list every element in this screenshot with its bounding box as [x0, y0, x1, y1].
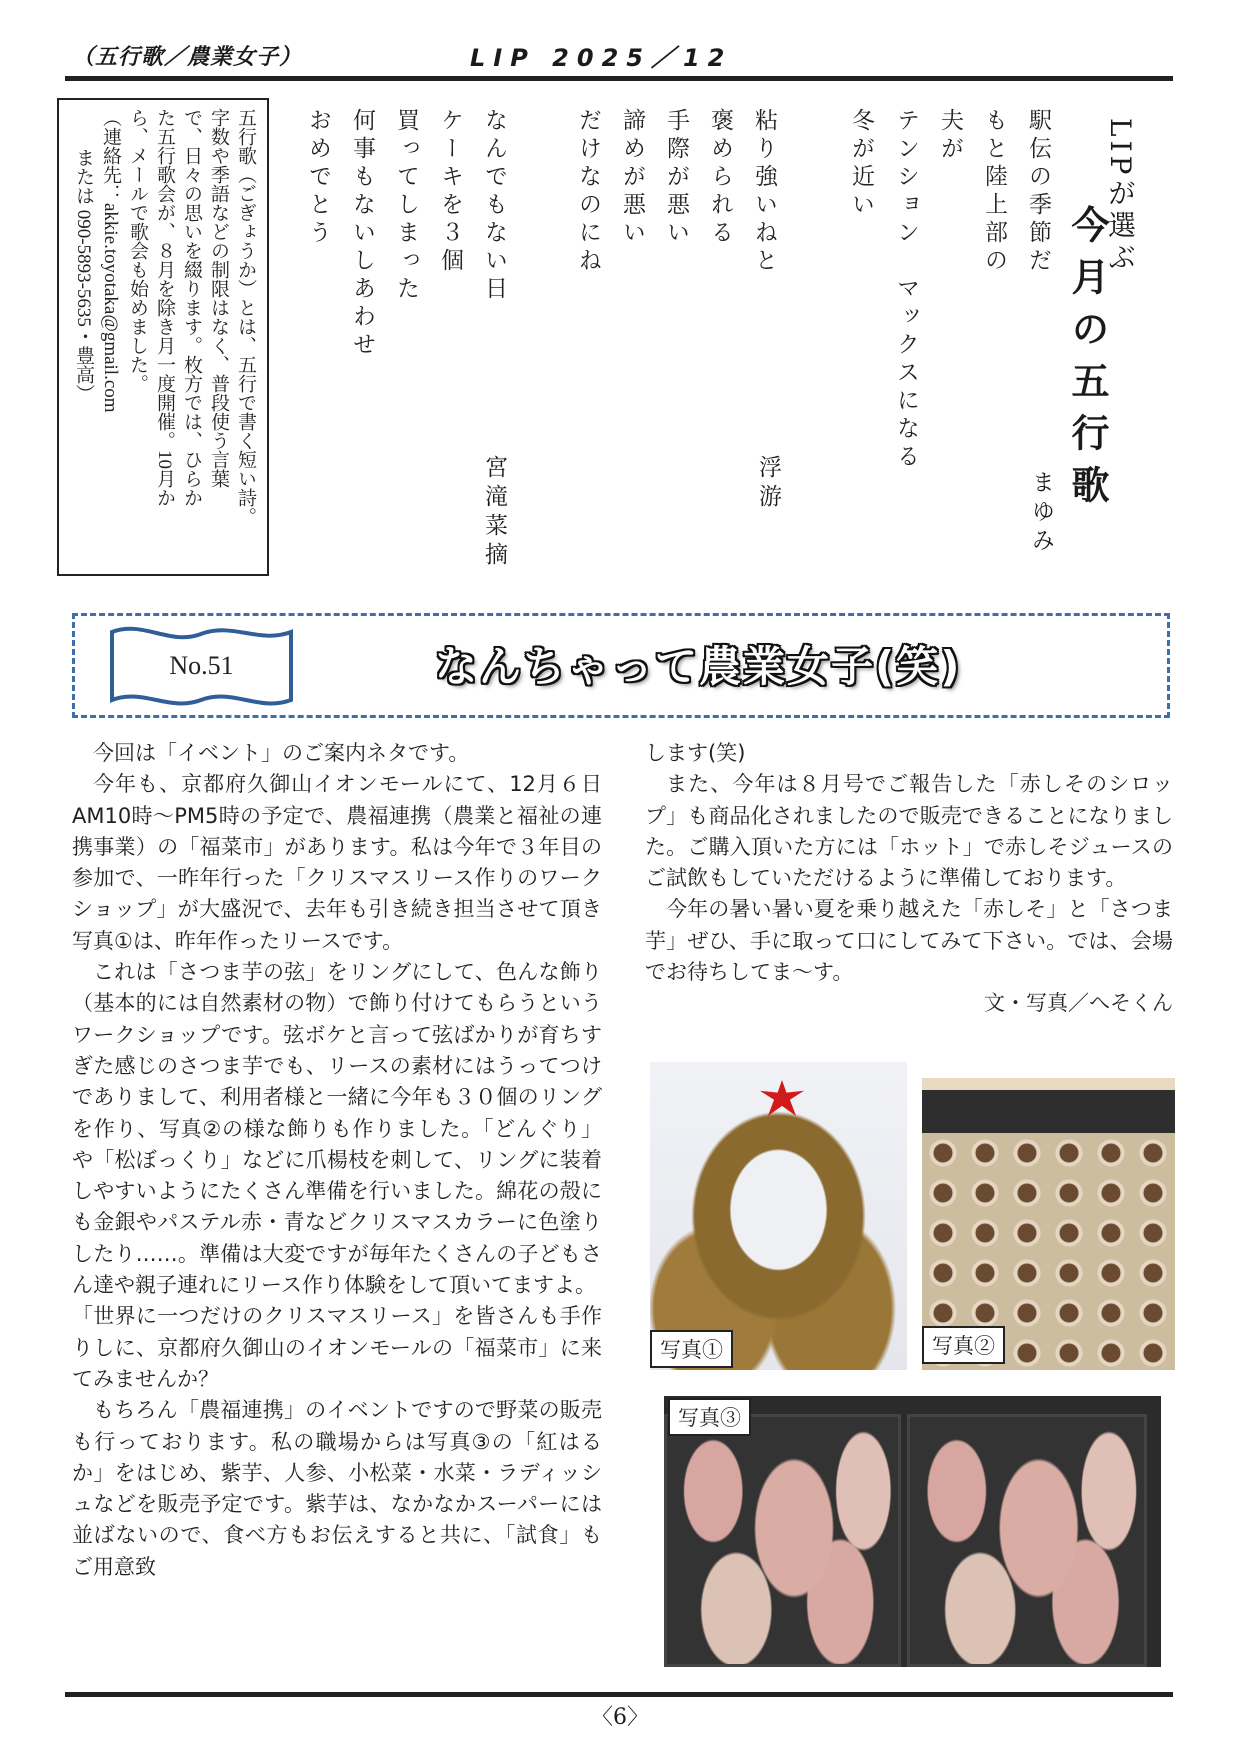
byline: 文・写真／へそくん — [984, 991, 1173, 1016]
photo-caption: 写真① — [650, 1330, 733, 1368]
article-column-right — [645, 738, 1173, 1020]
paragraph: します(笑) — [645, 741, 746, 765]
poem-line: 何事もないしあわせ — [349, 108, 375, 360]
shelf — [922, 1078, 1175, 1133]
tray-left — [664, 1414, 901, 1667]
article-banner — [72, 613, 1170, 718]
poem-line: なんでもない日 — [481, 108, 507, 304]
paragraph: 「世界に一つだけのクリスマスリース」を皆さんも手作りしに、京都府久御山のイオンモールの「福菜市」に来てみませんか？ — [72, 1304, 602, 1391]
poem-line: テンション マックスになる — [893, 108, 919, 472]
contact-phone: または 090-5893-5635・豊高） — [73, 148, 94, 403]
info-line: ら、メールで歌会も始めました。 — [127, 108, 148, 393]
info-line: 五行歌（ごぎょうか）とは、五行で書く短い詩。 — [235, 108, 256, 526]
section-label: （五行歌／農業女子） — [72, 45, 303, 70]
footer-rule — [65, 1692, 1173, 1697]
photo-caption: 写真② — [922, 1326, 1005, 1364]
poem-author: まゆみ — [1028, 470, 1054, 557]
issue-badge — [109, 624, 294, 708]
photo-sweet-potatoes — [664, 1396, 1161, 1667]
info-line: で、日々の思いを綴ります。枚方では、ひらか — [181, 108, 202, 507]
feature-title-small: LIPが選ぶ — [1104, 118, 1137, 275]
article-column-left — [72, 738, 602, 1583]
poem-line: 諦めが悪い — [619, 108, 645, 248]
poem-author: 浮游 — [755, 455, 781, 513]
issue-number: No.51 — [169, 651, 234, 680]
poem-author: 宮滝菜摘 — [481, 455, 507, 571]
paragraph: また、今年は８月号でご報告した「赤しそのシロップ」も商品化されましたので販売できることになりました。ご購入頂いた方には「ホット」で赤しそジュースのご試飲もしていただけるように準備しております。 — [645, 772, 1173, 891]
tray-right — [907, 1414, 1147, 1667]
poem-line: 夫が — [937, 108, 963, 164]
contact-email: （連絡先：akkie.toyotaka@gmail.com — [100, 108, 121, 413]
poem-line: 手際が悪い — [663, 108, 689, 248]
paragraph: 今年も、京都府久御山イオンモールにて、12月６日 AM10時〜PM5時の予定で、農福連携（農業と福祉の連携事業）の「福菜市」があります。私は今年で３年目の参加で、一昨年行った「クリスマスリース作りのワークショップ」が大盛況で、去年も引き続き担当させて頂き写真①は、昨年作ったリースです。 — [72, 772, 602, 953]
poem-line: だけなのにね — [575, 108, 601, 276]
poem-line: 冬が近い — [848, 108, 874, 220]
paragraph: 今回は「イベント」のご案内ネタです。 — [93, 741, 470, 765]
poinsettia-decoration — [760, 1080, 804, 1116]
poem-line: ケーキを３個 — [437, 108, 463, 276]
photo-wreath — [650, 1062, 907, 1370]
info-line: 字数や季語などの制限はなく、普段使う言葉 — [208, 108, 229, 488]
page-number: 〈6〉 — [591, 1705, 649, 1730]
poem-line: 褒められる — [707, 108, 733, 248]
photo-caption: 写真③ — [668, 1398, 751, 1436]
paragraph: もちろん「農福連携」のイベントですので野菜の販売も行っております。私の職場からは写真③の「紅はるか」をはじめ、紫芋、人参、小松菜・水菜・ラディッシュなどを販売予定です。紫芋は、なかなかスーパーには並ばないので、食べ方もお伝えすると共に、「試食」もご用意致 — [72, 1398, 602, 1579]
poem-line: もと陸上部の — [981, 108, 1007, 276]
paragraph: 今年の暑い暑い夏を乗り越えた「赤しそ」と「さつま芋」ぜひ、手に取って口にしてみて下さい。では、会場でお待ちしてま〜す。 — [645, 897, 1173, 985]
publication-issue: LIP 2025／12 — [470, 44, 733, 72]
photo-pinecones — [922, 1078, 1175, 1370]
paragraph: これは「さつま芋の弦」をリングにして、色んな飾り（基本的には自然素材の物）で飾り付けてもらうというワークショップです。弦ボケと言って弦ばかりが育ちすぎた感じのさつま芋でも、リースの素材にはうってつけでありまして、利用者様と一緒に今年も３０個のリングを作り、写真②の様な飾りも作りました。「どんぐり」や「松ぼっくり」などに爪楊枝を刺して、リングに装着しやすいようにたくさん準備を行いました。綿花の殻にも金銀やパステル赤・青などクリスマスカラーに色塗りしたり……。準備は大変ですが毎年たくさんの子どもさん達や親子連れにリース作り体験をして頂いてますよ。 — [72, 960, 602, 1298]
poem-line: 駅伝の季節だ — [1025, 108, 1051, 276]
feature-title: 今月の五行歌 — [1065, 205, 1110, 517]
info-text — [70, 108, 259, 568]
header-rule — [65, 76, 1173, 81]
poem-line: 粘り強いねと — [751, 108, 777, 276]
poem-line: おめでとう — [305, 108, 331, 248]
article-title: なんちゃって農業女子(笑) — [435, 642, 962, 691]
poem-line: 買ってしまった — [393, 108, 419, 304]
gogyoka-info-box — [57, 98, 269, 576]
info-line: た五行歌会が、８月を除き月一度開催。10月か — [154, 108, 175, 507]
